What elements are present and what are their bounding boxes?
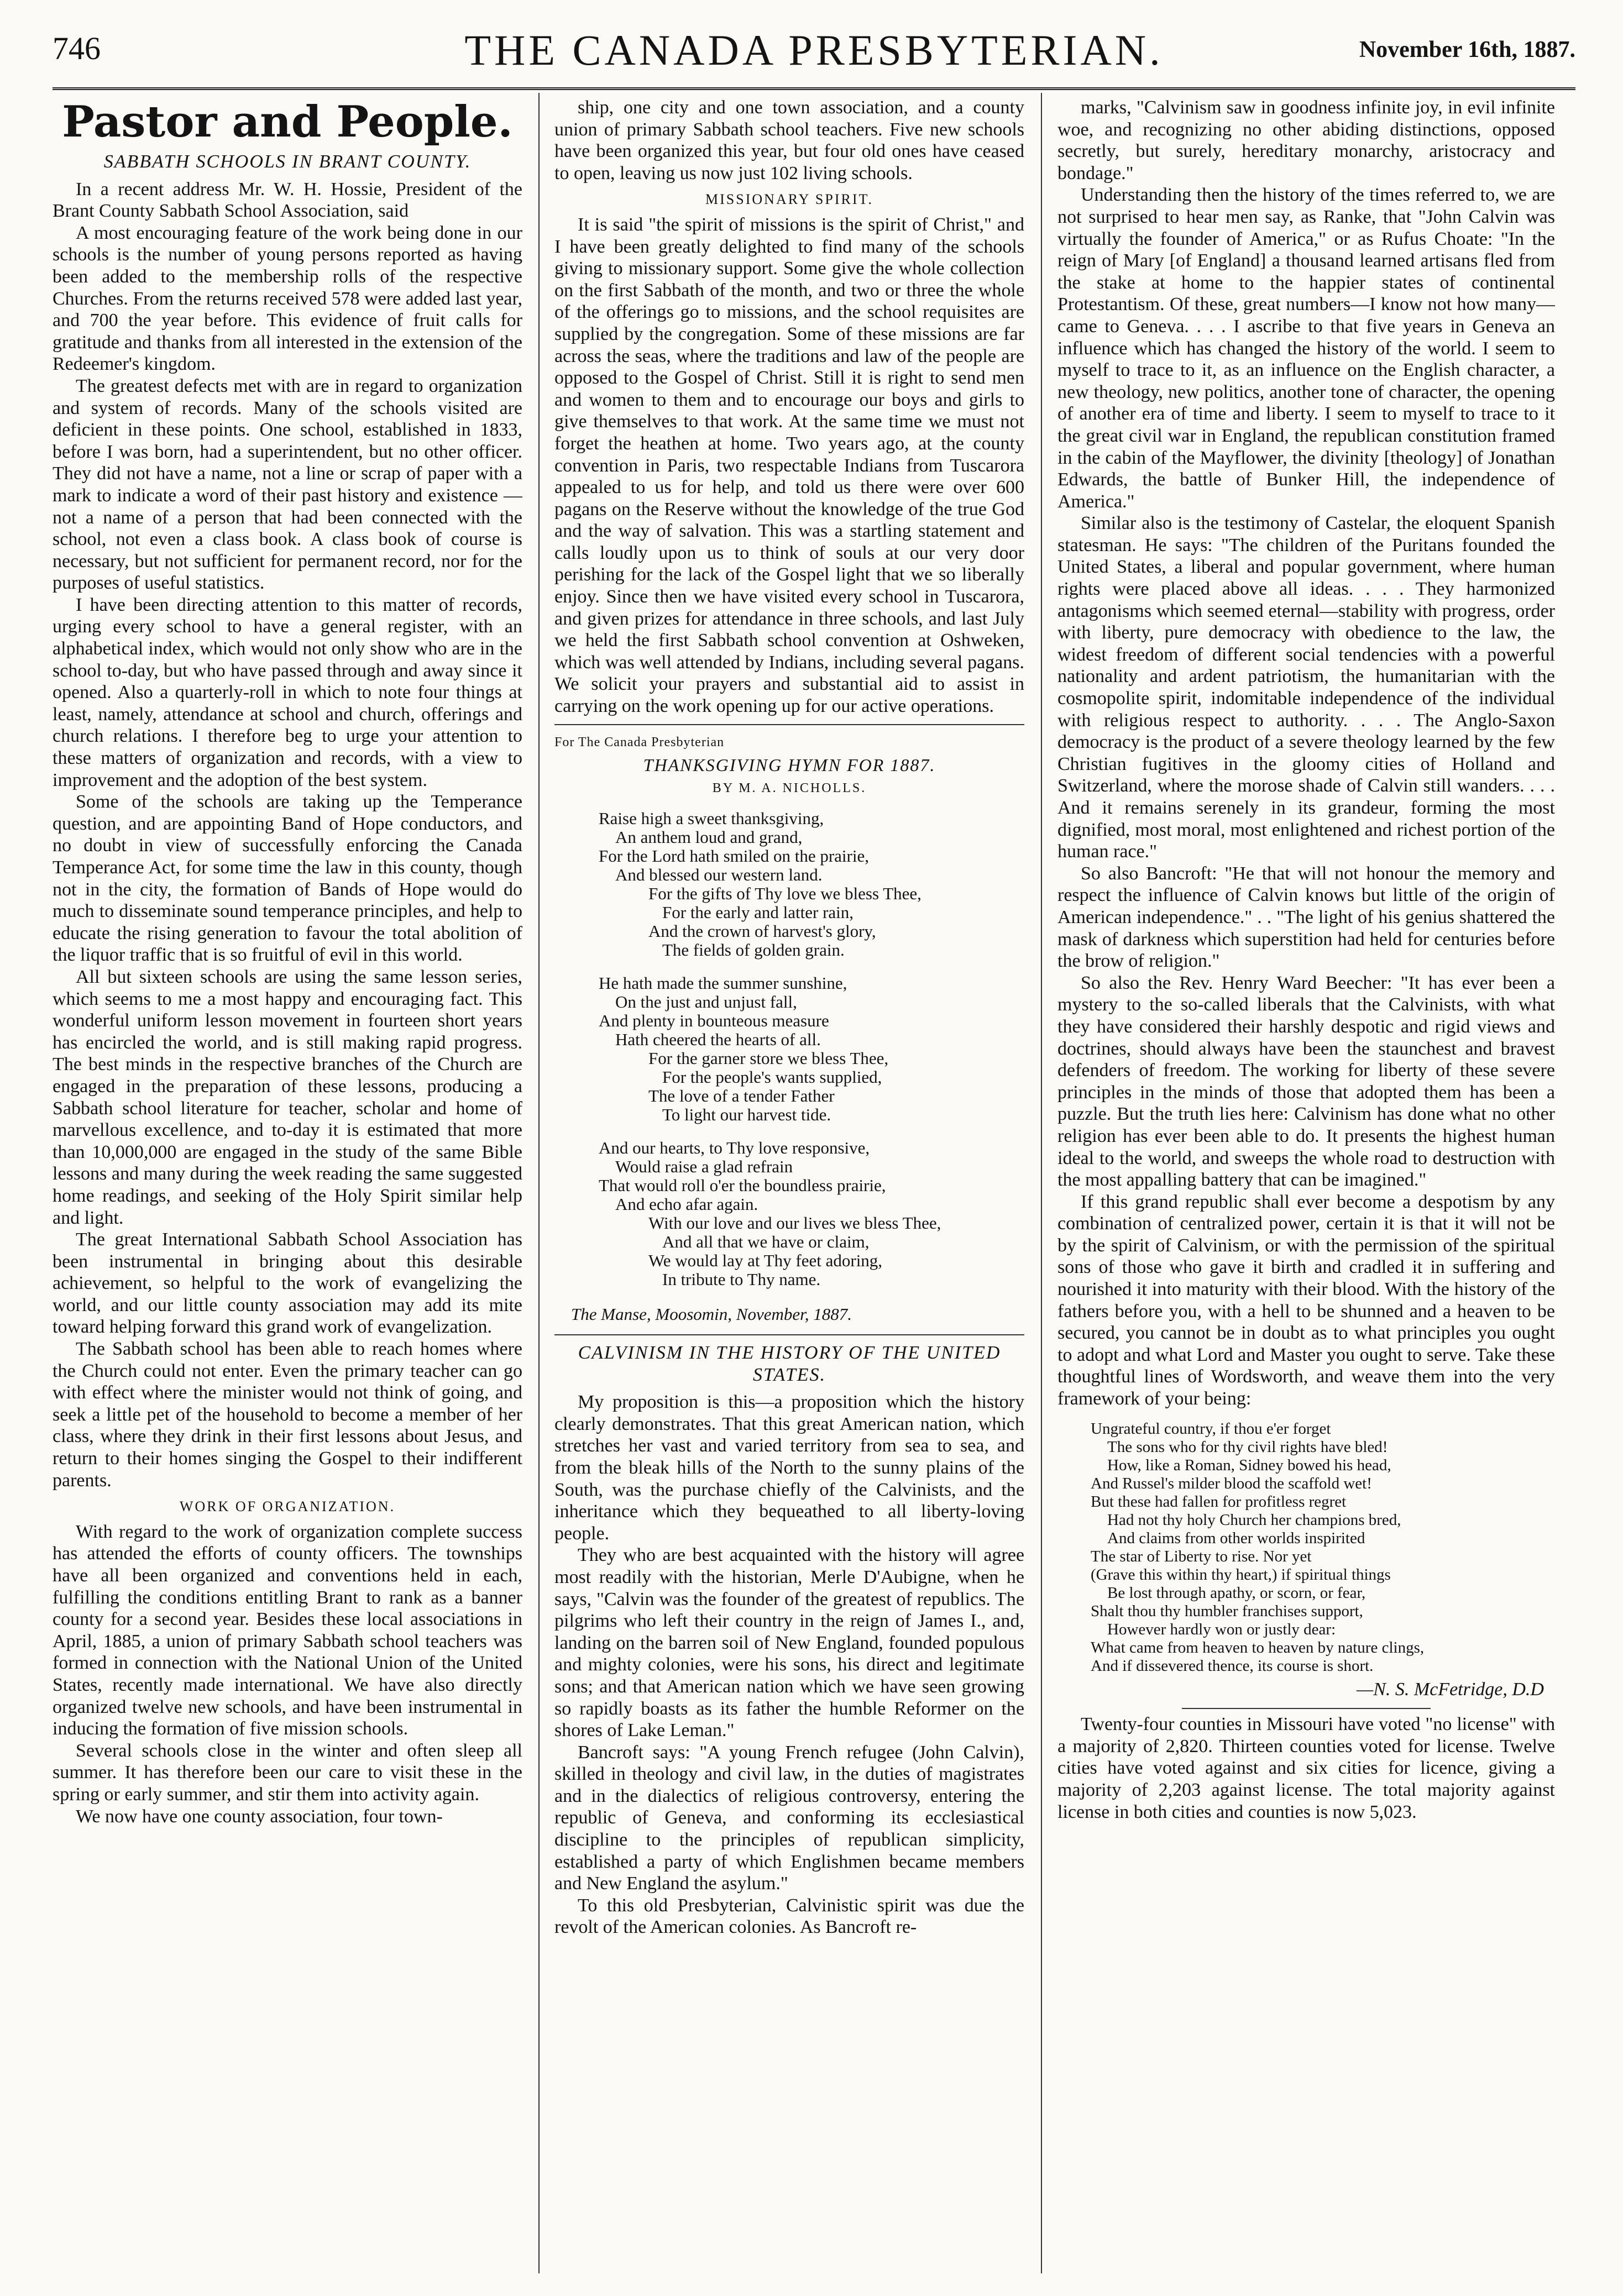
column-divider — [1041, 93, 1042, 2273]
article-body — [1057, 97, 1555, 1410]
paragraph: With regard to the work of organization complete success has attended the efforts of county officers. The townships have all been organized and conventions held in each, fulfilling the conditions entitling Brant to rank as a banner county for a second year. Besides these local associations in April, 1885, a union of primary Sabbath school teachers was formed in connection with the National Union of the United States, recently made international. We have also directly organized twelve new schools, and have been instrumental in inducing the formation of five mission schools. — [53, 1521, 522, 1739]
subheading: MISSIONARY SPIRIT. — [705, 191, 873, 208]
article-body — [554, 214, 1024, 717]
paragraph: Some of the schools are taking up the Temperance question, and are appointing Band of Hope conductors, and no doubt in view of successfully enforcing the Canada Temperance Act, for some time the law in this county, though not in the city, the formation of Bands of Hope would do much to disseminate sound temperance principles, and help to educate the rising generation to favour the total abolition of the liquor traffic that is so fruitful of evil in this world. — [53, 791, 522, 966]
poem-stanza — [599, 1139, 1024, 1289]
verse-line: And if dissevered thence, its course is short. — [1091, 1657, 1374, 1675]
verse-line: And echo afar again. — [615, 1194, 758, 1214]
paragraph: marks, "Calvinism saw in goodness infinite joy, in evil infinite woe, and recognizing no other abiding distinctions, opposed secretly, but surely, hereditary monarchy, aristocracy and bondage." — [1057, 97, 1555, 184]
article-title: CALVINISM IN THE HISTORY OF THE UNITED STATES. — [578, 1343, 1001, 1385]
column-2 — [554, 97, 1024, 2269]
verse-line: For the gifts of Thy love we bless Thee, — [648, 884, 922, 904]
section-rule — [554, 1334, 1024, 1335]
verse-line: Hath cheered the hearts of all. — [615, 1030, 821, 1050]
verse-line: For the garner store we bless Thee, — [648, 1049, 889, 1068]
paragraph: My proposition is this—a proposition which the history clearly demonstrates. That this great American nation, which stretches her vast and varied territory from sea to sea, and from the bleak hills of the North to the sunny plains of the South, was the purchase chiefly of the Calvinists, and the inheritance which they bequeathed to all liberty-loving people. — [554, 1392, 1024, 1544]
paragraph: The great International Sabbath School Association has been instrumental in bringing about this desirable achievement, so helpful to the work of evangelizing the world, and our little county association may add its mite toward helping forward this grand work of evangelization. — [53, 1229, 522, 1338]
verse-line: We would lay at Thy feet adoring, — [648, 1251, 883, 1271]
verse-line: For the people's wants supplied, — [662, 1067, 882, 1087]
paragraph: So also Bancroft: "He that will not honour the memory and respect the influence of Calvin knows but little of the origin of American independence." . . "The light of his genius shattered the mask of darkness which superstition had held for centuries before the brow of religion." — [1057, 863, 1555, 972]
verse-line: Raise high a sweet thanksgiving, — [599, 809, 824, 829]
poem-title: THANKSGIVING HYMN FOR 1887. — [643, 755, 936, 775]
column-1 — [53, 97, 522, 2269]
article-body — [53, 179, 522, 1492]
verse-line: How, like a Roman, Sidney bowed his head, — [1107, 1456, 1391, 1474]
verse-line: An anthem loud and grand, — [615, 827, 803, 847]
verse-line: For the Lord hath smiled on the prairie, — [599, 846, 869, 866]
poem-author: BY M. A. NICHOLLS. — [712, 780, 867, 795]
verse-line: That would roll o'er the boundless prairie, — [599, 1176, 886, 1196]
poem-stanza — [599, 809, 1024, 960]
paragraph: A most encouraging feature of the work being done in our schools is the number of young persons reported as having been added to the membership rolls of the respective Churches. From the returns received 578 were added last year, and 700 the year before. This evidence of fruit calls for gratitude and thanks from all interested in the extension of the Redeemer's kingdom. — [53, 222, 522, 375]
paragraph: I have been directing attention to this matter of records, urging every school to have a general register, with an alphabetical index, which would not only show who are in the school to-day, but who have passed through and away since it opened. Also a quarterly-roll in which to note four things at least, namely, attendance at school and church, offerings and church relations. I therefore beg to urge your attention to these matters of organization and records, with a view to improvement and the adoption of the best system. — [53, 594, 522, 790]
paragraph: Several schools close in the winter and often sleep all summer. It has therefore been our care to visit these in the spring or early summer, and stir them into activity again. — [53, 1740, 522, 1805]
verse-line: Would raise a glad refrain — [615, 1157, 793, 1177]
verse-line: But these had fallen for profitless regret — [1091, 1492, 1347, 1511]
poem-attribution: For The Canada Presbyterian — [554, 735, 725, 749]
verse-line: And Russel's milder blood the scaffold wet! — [1091, 1474, 1372, 1492]
paragraph: So also the Rev. Henry Ward Beecher: "It has ever been a mystery to the so-called liberals that the Calvinists, with what they have considered their harshly despotic and rigid views and doctrines, should always have been the staunchest and bravest defenders of freedom. The working for liberty of these severe principles in the minds of those that adopted them has been a puzzle. But the truth lies here: Calvinism has done what no other religion has ever been able to do. It presents the highest human ideal to the world, and sweeps the whole road to destruction with the most appalling battery that can be imagined." — [1057, 972, 1555, 1191]
page-number: 746 — [53, 30, 101, 66]
article-body — [53, 1521, 522, 1827]
poem-signature: The Manse, Moosomin, November, 1887. — [571, 1304, 852, 1324]
column-3 — [1057, 97, 1555, 2269]
paragraph: Understanding then the history of the times referred to, we are not surprised to hear men say, as Ranke, that "John Calvin was virtually the founder of America," or as Rufus Choate: "In the reign of Mary [of England] a thousand learned artisans fled from the stake at home to the happier states of continental Protestantism. Of these, great numbers—I know not how many—came to Geneva. . . . I ascribe to that five years in Geneva an influence which has changed the history of the world. I seem to myself to trace to it, as an influence on the English character, a new theology, new politics, another tone of character, the opening of another era of time and liberty. I seem to myself to trace to it the great civil war in England, the republican constitution framed in the cabin of the Mayflower, the divinity [theology] of Jonathan Edwards, the battle of Bunker Hill, the independence of America." — [1057, 185, 1555, 512]
verse-line: And all that we have or claim, — [662, 1232, 870, 1252]
verse-line: And blessed our western land. — [615, 865, 823, 885]
article-body — [554, 97, 1024, 184]
paragraph: Bancroft says: "A young French refugee (John Calvin), skilled in theology and civil law, in the duties of magistrates and in the dialectics of religious controversy, entering the republic of Geneva, and conforming its ecclesiastical discipline to the principles of republican simplicity, established a party of which Englishmen became members and New England the asylum." — [554, 1742, 1024, 1894]
verse-line: With our love and our lives we bless Thee, — [648, 1213, 941, 1233]
verse-line: For the early and latter rain, — [662, 903, 854, 922]
header-rule — [53, 87, 1575, 90]
poem-stanza — [599, 974, 1024, 1124]
verse-line: And our hearts, to Thy love responsive, — [599, 1138, 870, 1158]
paragraph: ship, one city and one town association, and a county union of primary Sabbath school teachers. Five new schools have been organized this year, but four old ones have ceased to open, leaving us now just 102 living schools. — [554, 97, 1024, 184]
verse-line: Ungrateful country, if thou e'er forget — [1091, 1419, 1331, 1438]
page-header — [53, 22, 1575, 88]
paragraph: The Sabbath school has been able to reach homes where the Church could not enter. Even the primary teacher can go with effect where the minister would not think of going, and seek a little pet of the household to become a member of her class, where they drink in their first lessons about Jesus, and return to their homes singing the Gospel to their indifferent parents. — [53, 1339, 522, 1491]
verse-line: (Grave this within thy heart,) if spiritual things — [1091, 1565, 1391, 1584]
verse-line: And claims from other worlds inspirited — [1107, 1529, 1365, 1547]
column-divider — [538, 93, 540, 2273]
verse-line: Be lost through apathy, or scorn, or fear, — [1107, 1584, 1366, 1602]
issue-date: November 16th, 1887. — [1359, 37, 1575, 62]
paragraph: It is said "the spirit of missions is the spirit of Christ," and I have been greatly delighted to find many of the schools giving to missionary support. Some give the whole collection on the first Sabbath of the month, and two or three the whole of the offerings go to missions, and the school requisites are supplied by the congregation. Some of these missions are far across the seas, where the traditions and law of the people are opposed to the Gospel of Christ. Still it is right to send men and women to them and to encourage our boys and girls to give themselves to that work. At the same time we must not forget the heathen at home. Two years ago, at the county convention in Paris, two respectable Indians from Tuscarora appealed to us for help, and told us there were over 600 pagans on the Reserve without the knowledge of the true God and the way of salvation. This was a startling statement and calls loudly upon us to think of souls at our very door perishing for the lack of the Gospel light that we so liberally enjoy. Since then we have visited every school in Tuscarora, and given prizes for attendance in three schools, and last July we held the first Sabbath school convention at Oshweken, which was well attended by Indians, including several pagans. We solicit your prayers and substantial aid to assist in carrying on the work opening up for our active operations. — [554, 214, 1024, 717]
verse-line: The sons who for thy civil rights have bled! — [1107, 1438, 1388, 1456]
verse-line: What came from heaven to heaven by nature clings, — [1091, 1638, 1425, 1657]
paragraph: In a recent address Mr. W. H. Hossie, President of the Brant County Sabbath School Association, said — [53, 179, 522, 222]
paragraph: Similar also is the testimony of Castelar, the eloquent Spanish statesman. He says: "The children of the Puritans founded the United States, a liberal and popular government, where human rights were placed above all ideas. . . . They harmonized antagonisms which seemed eternal—stability with progress, order with liberty, pure democracy with obedience to the law, the widest freedom of different social tendencies with a powerful nationality and ardent patriotism, the humanitarian with the cosmopolite spirit, indomitable independence of the individual with religious respect to authority. . . . The Anglo-Saxon democracy is the product of a severe theology learned by the few Christian fugitives in the gloomy cities of Holland and Switzerland, where the morose shade of Calvin still wanders. . . . And it remains serenely in its grandeur, forming the most dignified, most moral, most enlightened and richest portion of the human race." — [1057, 513, 1555, 862]
paragraph: We now have one county association, four town- — [76, 1806, 443, 1827]
paragraph: The greatest defects met with are in regard to organization and system of records. Many of the schools visited are deficient in these points. One school, established in 1833, before I was born, had a superintendent, but no other officer. They did not have a name, not a line or scrap of paper with a mark to indicate a word of their past history and existence —not a name of a person that had been connected with the school, not even a class book. A class book of course is necessary, but not sufficient for permanent record, nor for the purposes of useful statistics. — [53, 375, 522, 594]
paragraph: They who are best acquainted with the history will agree most readily with the historian, Merle D'Aubigne, when he says, "Calvin was the founder of the greatest of republics. The pilgrims who left their country in the reign of James I., and, landing on the barren soil of New England, founded populous and mighty colonies, were his sons, his direct and legitimate sons; and that American nation which we have seen growing so rapidly boasts as its father the humble Reformer on the shores of Lake Leman." — [554, 1545, 1024, 1741]
verse-line: The fields of golden grain. — [662, 940, 845, 960]
verse-line: However hardly won or justly dear: — [1107, 1620, 1336, 1638]
section-rule — [554, 724, 1024, 725]
section-rule — [1182, 1708, 1431, 1709]
paragraph: To this old Presbyterian, Calvinistic spirit was due the revolt of the American colonies. As Bancroft re- — [554, 1895, 1024, 1938]
verse-line: And plenty in bounteous measure — [599, 1011, 829, 1031]
verse-line: The star of Liberty to rise. Nor yet — [1091, 1547, 1312, 1565]
verse-line: In tribute to Thy name. — [662, 1270, 821, 1289]
article-signature: —N. S. McFetridge, D.D — [1356, 1679, 1544, 1700]
newspaper-title: THE CANADA PRESBYTERIAN. — [464, 26, 1164, 74]
quoted-verse — [1091, 1420, 1555, 1675]
verse-line: He hath made the summer sunshine, — [599, 973, 847, 993]
article-body — [554, 1391, 1024, 1938]
poem — [599, 809, 1024, 1289]
verse-line: Shalt thou thy humbler franchises support, — [1091, 1602, 1363, 1620]
paragraph: All but sixteen schools are using the same lesson series, which seems to me a most happy and encouraging fact. This wonderful uniform lesson movement in fourteen short years has encircled the world, and is still making rapid progress. The best minds in the respective branches of the Church are engaged in the preparation of these lessons, producing a Sabbath school literature for teacher, scholar and home of marvellous excellence, and to-day it is estimated that more than 10,000,000 are engaged in the study of the same Bible lessons and many during the week reading the same suggested home readings, and seeking of the Holy Spirit similar help and light. — [53, 966, 522, 1228]
section-masthead: Pastor and People. — [62, 97, 513, 147]
paragraph: If this grand republic shall ever become a despotism by any combination of centralized power, certain it is that it will not be by the spirit of Calvinism, or with the permission of the spiritual sons of those who gave it birth and cradled it in suffering and nourished it into maturity with their blood. With the history of the fathers before you, with a hell to be shunned and a heaven to be secured, you cannot be in doubt as to what principles you ought to adopt and what Lord and Master you ought to serve. Take these thoughtful lines of Wordsworth, and weave them into the very framework of your being: — [1057, 1191, 1555, 1409]
news-note: Twenty-four counties in Missouri have voted "no license" with a majority of 2,820. Thirteen counties voted for license. Twelve cities have voted against and six cities for licence, giving a majority of 2,203 against license. The total majority against license in both cities and counties is now 5,023. — [1057, 1714, 1555, 1822]
verse-line: To light our harvest tide. — [662, 1105, 831, 1125]
subheading: WORK OF ORGANIZATION. — [179, 1498, 396, 1515]
article-title: SABBATH SCHOOLS IN BRANT COUNTY. — [103, 151, 472, 172]
verse-line: And the crown of harvest's glory, — [648, 921, 876, 941]
verse-line: Had not thy holy Church her champions bred, — [1107, 1511, 1401, 1529]
verse-line: On the just and unjust fall, — [615, 992, 797, 1012]
verse-line: The love of a tender Father — [648, 1086, 835, 1106]
